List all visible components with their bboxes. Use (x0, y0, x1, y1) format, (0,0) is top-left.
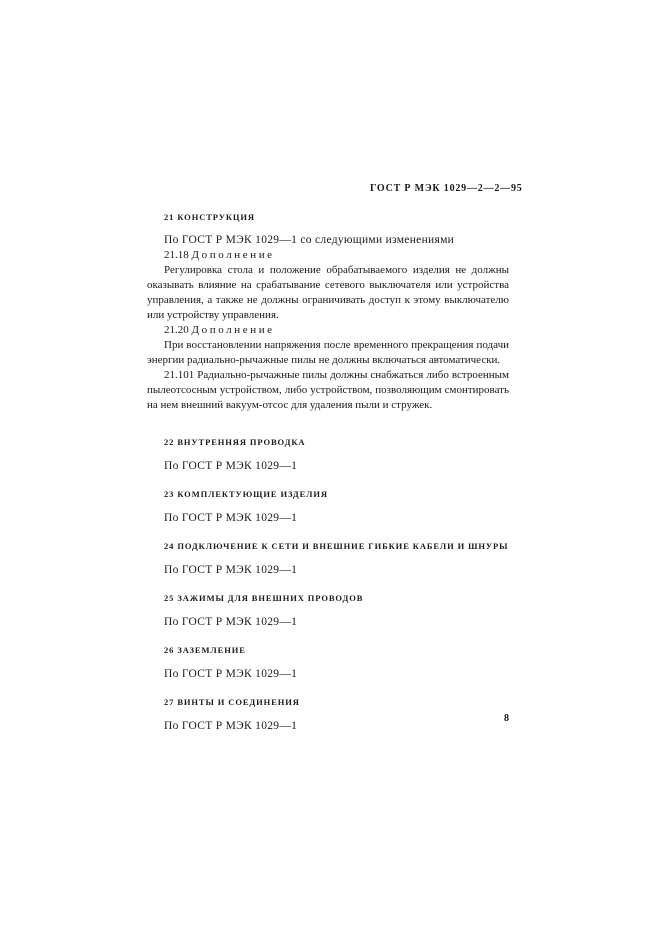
subsection-21-18-text: Регулировка стола и положение обрабатываемого изделия не должны оказывать влияние на срабатывание сетевого выключателя или устройства управления, а также не должны ограничивать доступ к этому выключателю или устройству управления. (147, 264, 509, 321)
section-21-ref: По ГОСТ Р МЭК 1029—1 со следующими изменениями (164, 234, 455, 246)
section-24-ref: По ГОСТ Р МЭК 1029—1 (164, 564, 298, 576)
subsection-21-20-text: При восстановлении напряжения после временного прекращения подачи энергии радиально-рычажные пилы не должны включаться автоматически. (147, 339, 509, 366)
section-27-ref: По ГОСТ Р МЭК 1029—1 (164, 720, 298, 732)
page-content (147, 212, 509, 734)
subsection-21-18-number: 21.18 (164, 249, 189, 261)
section-26-title: 26 ЗАЗЕМЛЕНИЕ (164, 645, 246, 655)
subsection-21-18-heading (147, 248, 509, 263)
page-number: 8 (504, 713, 509, 724)
document-header: ГОСТ Р МЭК 1029—2—2—95 (370, 183, 523, 194)
subsection-21-18-label: Дополнение (191, 249, 275, 261)
section-24-title: 24 ПОДКЛЮЧЕНИЕ К СЕТИ И ВНЕШНИЕ ГИБКИЕ КАБЕЛИ И ШНУРЫ (164, 541, 509, 551)
section-25-ref: По ГОСТ Р МЭК 1029—1 (164, 616, 298, 628)
section-22-title: 22 ВНУТРЕННЯЯ ПРОВОДКА (164, 437, 306, 447)
section-23-title: 23 КОМПЛЕКТУЮЩИЕ ИЗДЕЛИЯ (164, 489, 328, 499)
subsection-21-20-number: 21.20 (164, 324, 189, 336)
subsection-21-20-label: Дополнение (191, 324, 275, 336)
subsection-21-101-text: 21.101 Радиально-рычажные пилы должны снабжаться либо встроенным пылеотсосным устройством, либо устройством, позволяющим смонтировать на нем внешний вакуум-отсос для удаления пыли и стружек. (147, 369, 509, 411)
section-26-ref: По ГОСТ Р МЭК 1029—1 (164, 668, 298, 680)
section-23-ref: По ГОСТ Р МЭК 1029—1 (164, 512, 298, 524)
section-21-title: 21 КОНСТРУКЦИЯ (164, 212, 255, 222)
section-22-ref: По ГОСТ Р МЭК 1029—1 (164, 460, 298, 472)
section-25-title: 25 ЗАЖИМЫ ДЛЯ ВНЕШНИХ ПРОВОДОВ (164, 593, 364, 603)
subsection-21-20-heading (147, 323, 509, 338)
section-27-title: 27 ВИНТЫ И СОЕДИНЕНИЯ (164, 697, 300, 707)
